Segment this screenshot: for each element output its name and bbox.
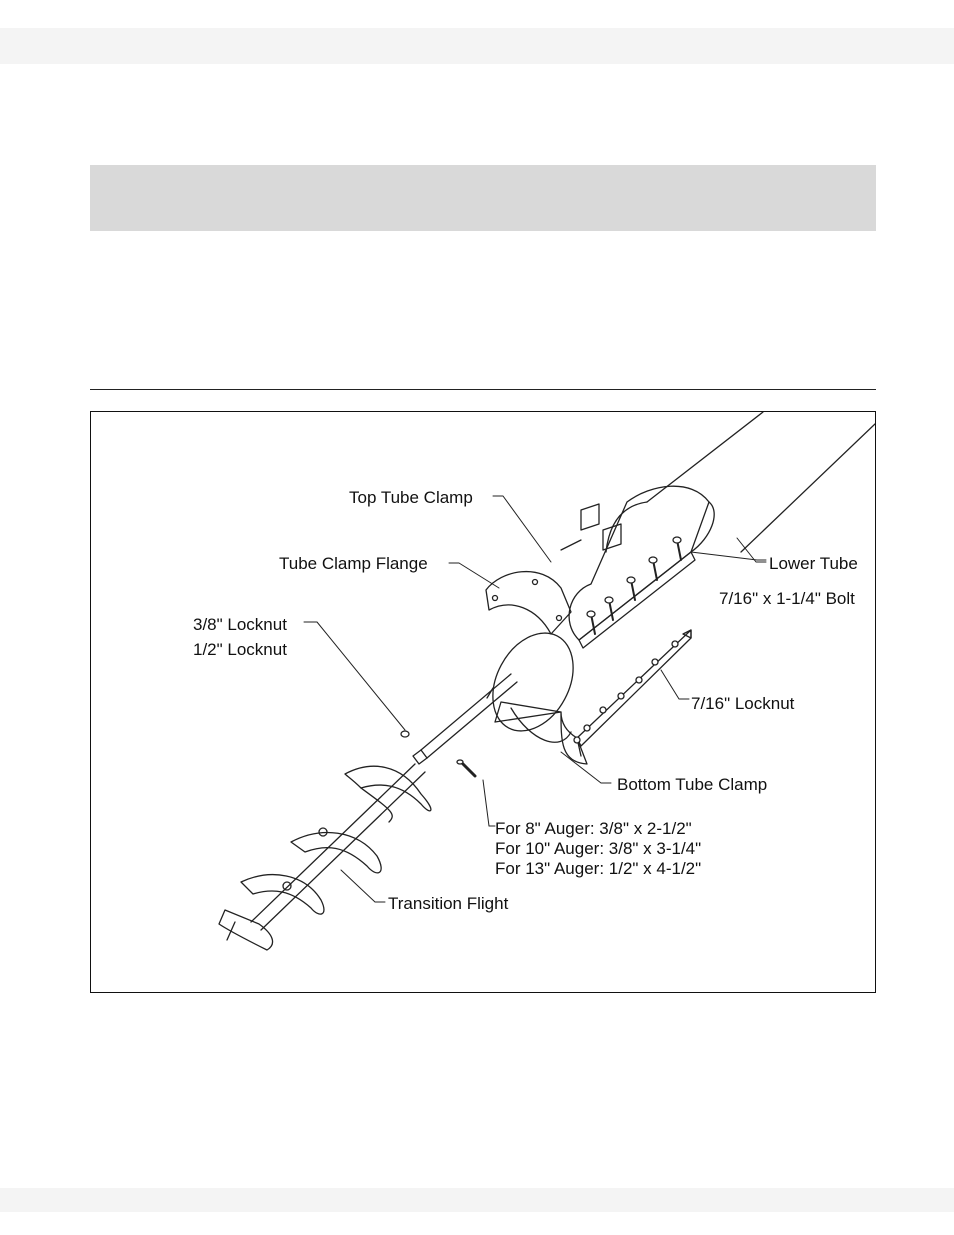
tube-clamp-flange-drawing <box>486 572 571 634</box>
transition-flight-drawing <box>219 764 431 950</box>
label-auger-13: For 13" Auger: 1/2" x 4-1/2" <box>495 859 702 878</box>
label-bottom-tube-clamp: Bottom Tube Clamp <box>617 775 768 794</box>
locknut-drawing <box>401 731 409 737</box>
tube-ring-drawing <box>477 619 589 745</box>
label-lower-tube: Lower Tube <box>769 554 858 573</box>
bottom-band <box>0 1188 954 1212</box>
label-auger-10: For 10" Auger: 3/8" x 3-1/4" <box>495 839 702 858</box>
bottom-tube-clamp-drawing <box>495 630 691 764</box>
label-locknut-12: 1/2" Locknut <box>193 640 287 659</box>
auger-bolt-drawing <box>457 760 475 776</box>
lower-tube-drawing <box>606 412 875 552</box>
top-band <box>0 28 954 64</box>
drive-shaft-drawing <box>413 674 517 764</box>
label-top-tube-clamp: Top Tube Clamp <box>349 488 473 507</box>
top-tube-clamp-drawing <box>561 486 714 648</box>
label-bolt: 7/16" x 1-1/4" Bolt <box>719 589 855 608</box>
label-auger-8: For 8" Auger: 3/8" x 2-1/2" <box>495 819 692 838</box>
label-tube-clamp-flange: Tube Clamp Flange <box>279 554 428 573</box>
label-transition-flight: Transition Flight <box>388 894 509 913</box>
label-locknut-38: 3/8" Locknut <box>193 615 287 634</box>
assembly-figure <box>90 411 876 993</box>
exploded-assembly-drawing <box>91 412 875 992</box>
label-locknut-716: 7/16" Locknut <box>691 694 795 713</box>
section-header-bar <box>90 165 876 231</box>
horizontal-rule <box>90 389 876 390</box>
